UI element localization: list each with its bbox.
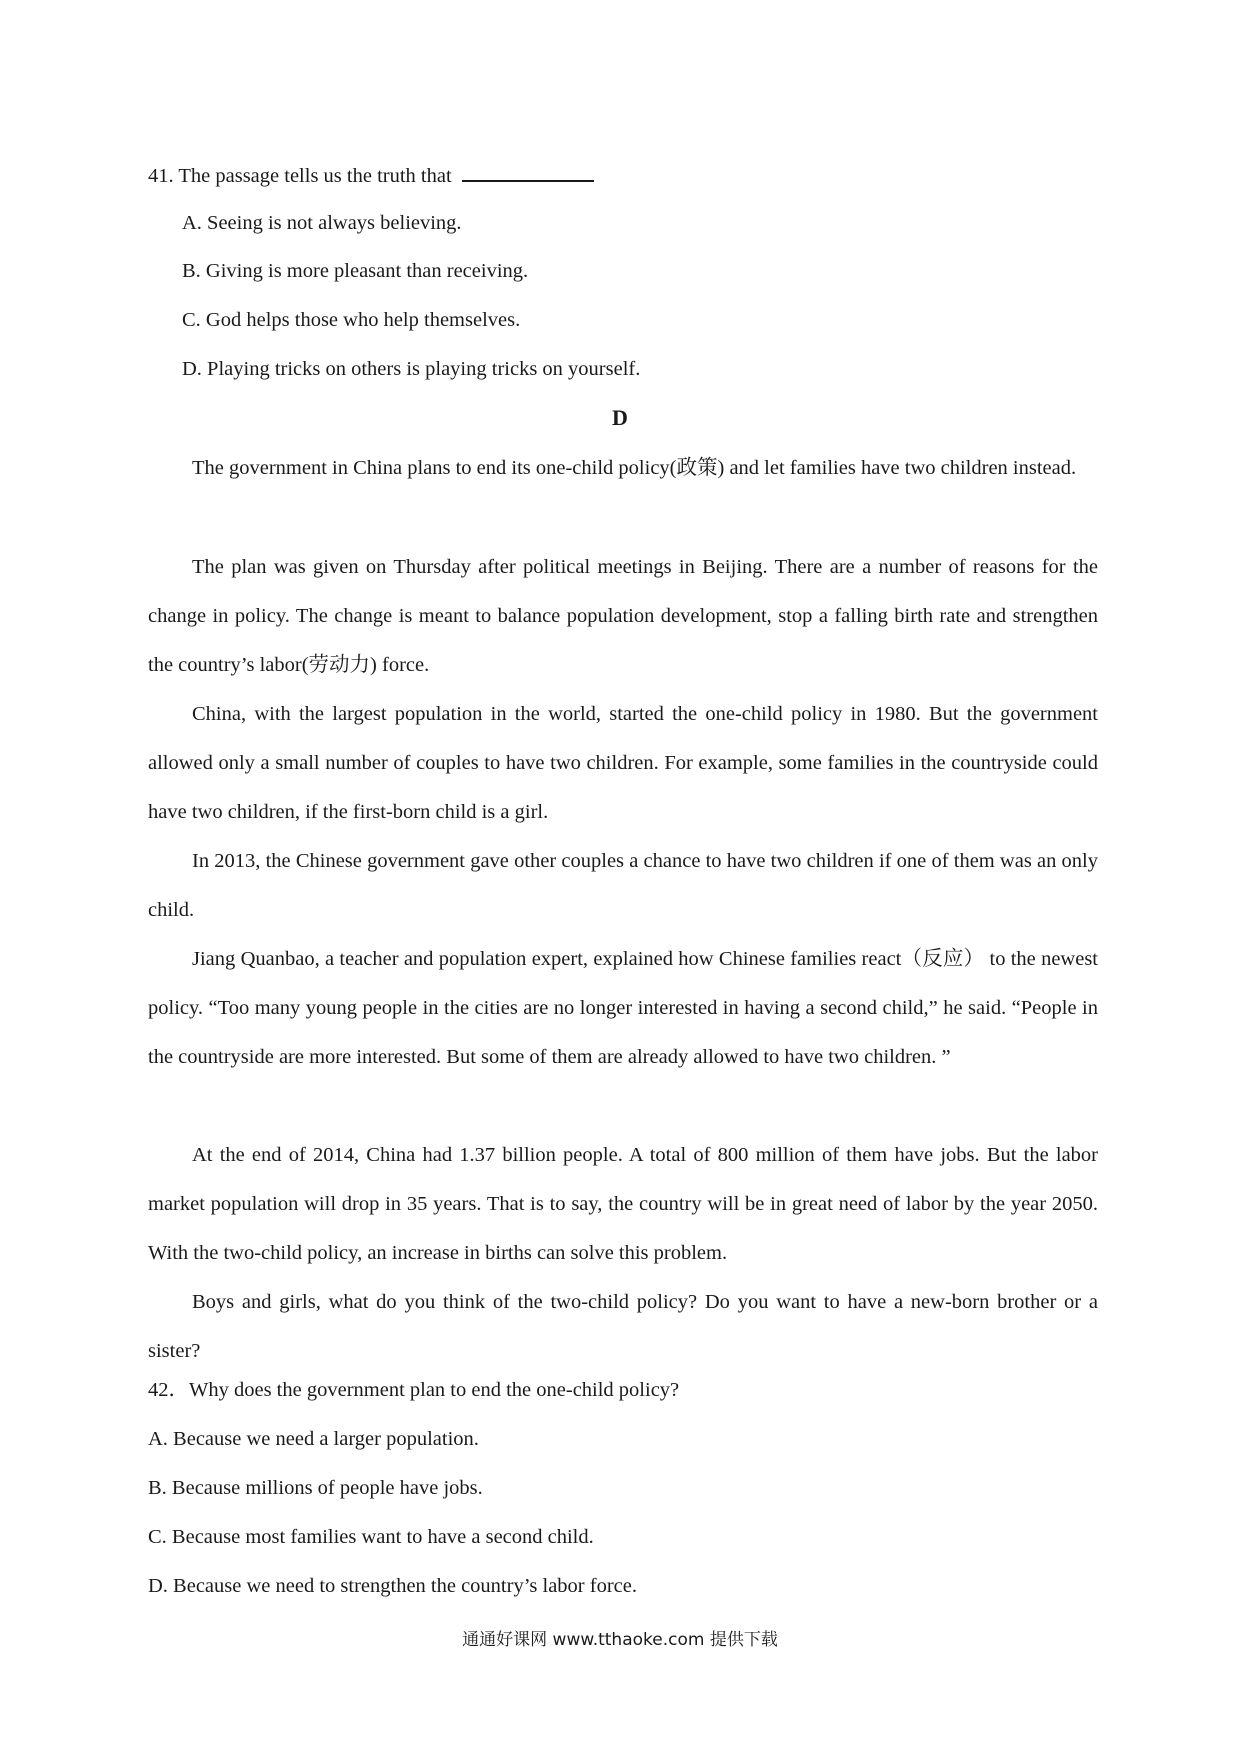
passage-paragraph-5: Jiang Quanbao, a teacher and population expert, explained how Chinese families react（反应） to the newest policy. “Too many young people in the cities are no longer interested in having a second child,” he said. “People in the countryside are more interested. But some of them are already allowed to have two children. ” <box>148 948 1098 1068</box>
question-41-option-b: B. Giving is more pleasant than receiving. <box>182 260 529 282</box>
question-42-option-b: B. Because millions of people have jobs. <box>148 1477 483 1499</box>
question-41-option-c: C. God helps those who help themselves. <box>182 309 521 331</box>
question-42-option-a: A. Because we need a larger population. <box>148 1428 479 1450</box>
question-41-stem: 41. The passage tells us the truth that <box>148 165 452 187</box>
passage-paragraph-4: In 2013, the Chinese government gave other couples a chance to have two children if one of them was an only child. <box>148 850 1098 921</box>
section-title: D <box>612 405 628 430</box>
question-41-option-d: D. Playing tricks on others is playing tricks on yourself. <box>182 358 641 380</box>
passage-paragraph-2: The plan was given on Thursday after political meetings in Beijing. There are a number of reasons for the change in policy. The change is meant to balance population development, stop a falling birth rate and strengthen the country’s labor(劳动力) force. <box>148 556 1098 676</box>
question-42-option-d: D. Because we need to strengthen the country’s labor force. <box>148 1575 637 1597</box>
question-42-option-c: C. Because most families want to have a second child. <box>148 1526 594 1548</box>
page-footer: 通通好课网 www.tthaoke.com 提供下载 <box>462 1630 778 1650</box>
passage-paragraph-1: The government in China plans to end its one-child policy(政策) and let families have two children instead. <box>192 457 1077 479</box>
passage-paragraph-6: At the end of 2014, China had 1.37 billion people. A total of 800 million of them have jobs. But the labor market population will drop in 35 years. That is to say, the country will be in great need of labor by the year 2050. With the two-child policy, an increase in births can solve this problem. <box>148 1144 1098 1264</box>
answer-blank <box>462 160 594 182</box>
passage-paragraph-3: China, with the largest population in the world, started the one-child policy in 1980. But the government allowed only a small number of couples to have two children. For example, some families in the countryside could have two children, if the first-born child is a girl. <box>148 703 1098 823</box>
question-42-stem: 42．Why does the government plan to end the one-child policy? <box>148 1379 680 1401</box>
question-41 <box>148 160 594 190</box>
question-41-option-a: A. Seeing is not always believing. <box>182 212 462 234</box>
passage-paragraph-7: Boys and girls, what do you think of the two-child policy? Do you want to have a new-born brother or a sister? <box>148 1291 1098 1362</box>
